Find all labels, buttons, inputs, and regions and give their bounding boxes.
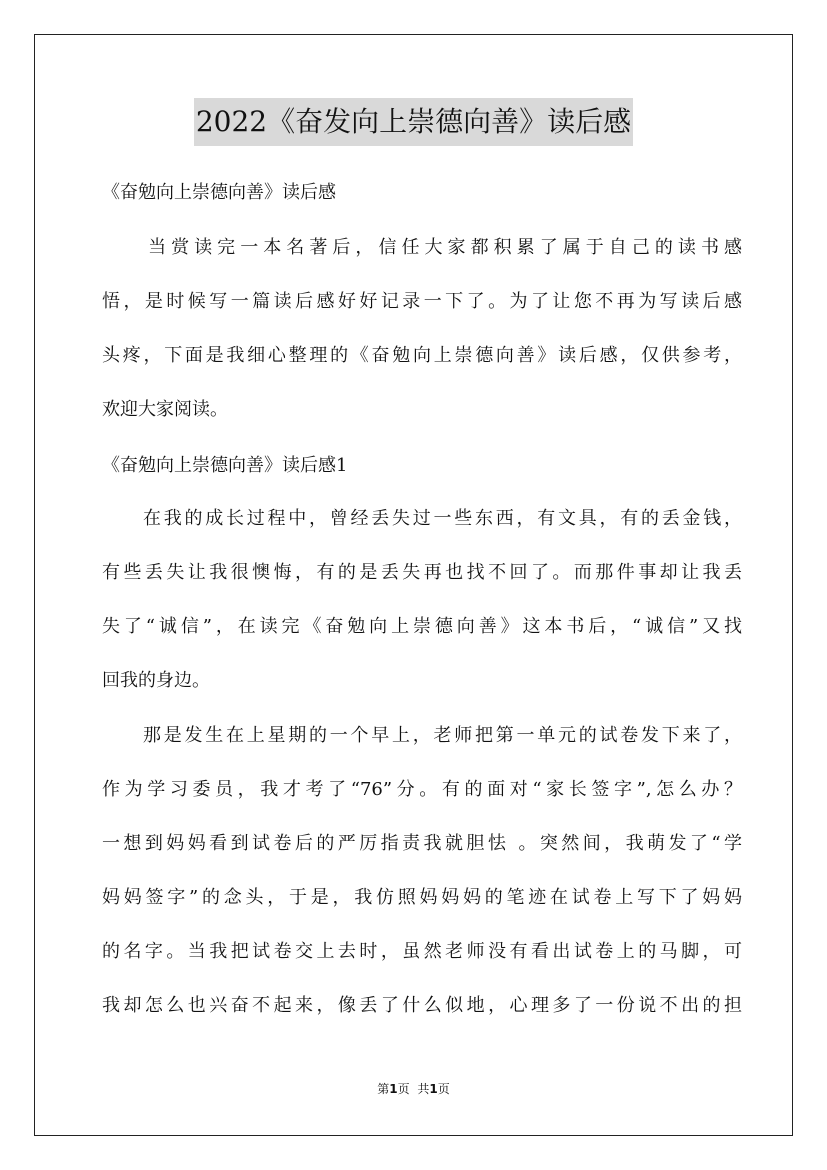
paragraph2-line-4: 妈妈签字”的念头，于是，我仿照妈妈妈的笔迹在试卷上写下了妈妈 xyxy=(102,887,742,908)
paragraph2-line-5: 的名字。当我把试卷交上去时，虽然老师没有看出试卷上的马脚，可 xyxy=(102,941,742,962)
footer-total-suffix: 页 xyxy=(437,1082,450,1096)
paragraph2-line-2: 作为学习委员，我才考了“76”分。有的面对“家长签字”,怎么办？ xyxy=(102,779,742,800)
paragraph1-line-4: 回我的身边。 xyxy=(102,670,210,691)
footer-page-prefix: 第 xyxy=(377,1082,390,1096)
paragraph1-line-2: 有些丢失让我很懊悔，有的是丢失再也找不回了。而那件事却让我丢 xyxy=(102,562,742,583)
document-title: 2022《奋发向上崇德向善》读后感 xyxy=(194,98,633,146)
intro-line-3: 头疼，下面是我细心整理的《奋勉向上崇德向善》读后感，仅供参考， xyxy=(102,345,742,366)
paragraph2-line-1: 那是发生在上星期的一个早上，老师把第一单元的试卷发下来了， xyxy=(143,725,742,746)
paragraph1-line-3: 失了“诚信”，在读完《奋勉向上崇德向善》这本书后，“诚信”又找 xyxy=(102,616,742,637)
paragraph2-line-3: 一想到妈妈看到试卷后的严厉指责我就胆怯 。突然间，我萌发了“学 xyxy=(102,833,742,854)
document-subtitle: 《奋勉向上崇德向善》读后感 xyxy=(102,182,336,203)
paragraph2-line-6: 我却怎么也兴奋不起来，像丢了什么似地，心理多了一份说不出的担 xyxy=(102,995,742,1016)
intro-line-1: 当赏读完一本名著后，信任大家都积累了属于自己的读书感 xyxy=(102,237,742,258)
footer-total-prefix: 共 xyxy=(417,1082,430,1096)
title-container xyxy=(0,98,827,146)
intro-line-4: 欢迎大家阅读。 xyxy=(102,399,228,420)
page-footer xyxy=(0,1080,827,1098)
footer-total-number: 1 xyxy=(429,1082,438,1096)
footer-page-suffix: 页 xyxy=(397,1082,410,1096)
footer-page-number: 1 xyxy=(389,1082,398,1096)
paragraph1-line-1: 在我的成长过程中，曾经丢失过一些东西，有文具，有的丢金钱， xyxy=(143,508,742,529)
section-heading: 《奋勉向上崇德向善》读后感1 xyxy=(102,455,348,476)
intro-line-2: 悟，是时候写一篇读后感好好记录一下了。为了让您不再为写读后感 xyxy=(102,291,742,312)
